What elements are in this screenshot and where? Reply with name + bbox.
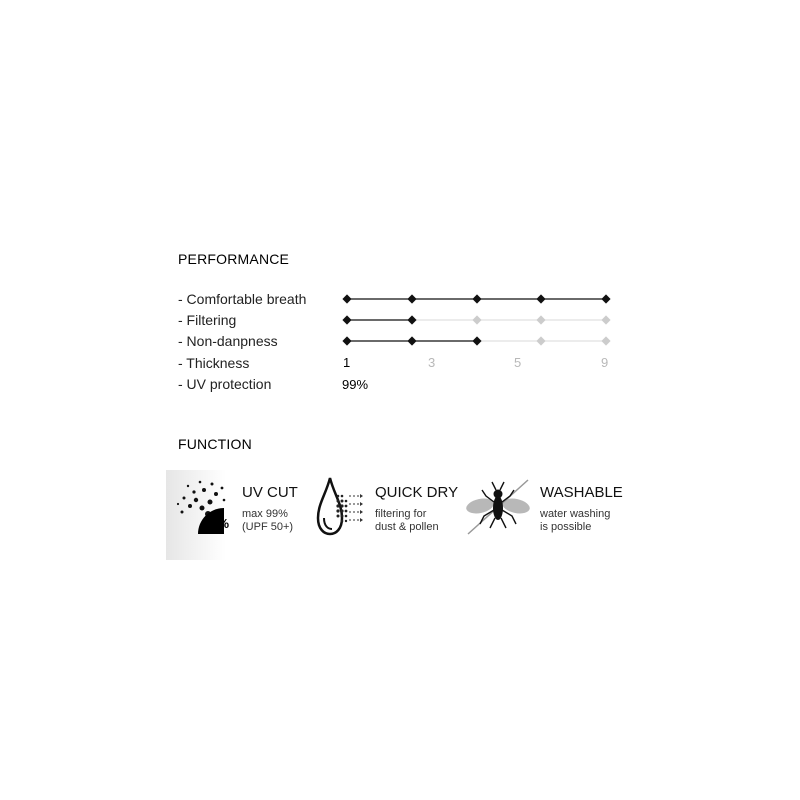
- rating-marker-empty: [472, 315, 481, 324]
- performance-title: PERFORMANCE: [178, 251, 290, 267]
- label-filtering: - Filtering: [178, 312, 237, 328]
- uv-cut-desc-2: (UPF 50+): [242, 521, 294, 533]
- rating-marker-filled: [407, 336, 416, 345]
- thickness-value-9: 9: [601, 355, 609, 370]
- fly-icon: [462, 476, 534, 538]
- quick-dry-title: QUICK DRY: [375, 484, 459, 501]
- rating-marker-filled: [472, 294, 481, 303]
- rating-marker-empty: [536, 315, 545, 324]
- rating-marker-filled: [536, 294, 545, 303]
- thickness-value-1: 1: [343, 355, 351, 370]
- washable-desc-2: is possible: [540, 521, 592, 533]
- rating-marker-empty: [601, 315, 610, 324]
- washable-desc-1: water washing: [540, 508, 611, 520]
- rating-marker-empty: [536, 336, 545, 345]
- rating-marker-filled: [407, 315, 416, 324]
- rating-marker-filled: [601, 294, 610, 303]
- rating-marker-filled: [342, 315, 351, 324]
- rating-marker-filled: [407, 294, 416, 303]
- uv-protection-value: 99%: [342, 377, 369, 392]
- label-comfortable-breath: - Comfortable breath: [178, 291, 307, 307]
- water-drop-icon: [314, 474, 364, 538]
- rating-marker-filled: [342, 294, 351, 303]
- rating-marker-filled: [472, 336, 481, 345]
- thickness-value-3: 3: [428, 355, 436, 370]
- rating-marker-empty: [601, 336, 610, 345]
- quick-dry-desc-1: filtering for: [375, 508, 427, 520]
- thickness-value-5: 5: [514, 355, 522, 370]
- uv-cut-desc-1: max 99%: [242, 508, 288, 520]
- label-thickness: - Thickness: [178, 355, 250, 371]
- washable-title: WASHABLE: [540, 484, 623, 501]
- quick-dry-desc-2: dust & pollen: [375, 521, 439, 533]
- uv-percent-text: 99%: [203, 516, 230, 531]
- label-non-danpness: - Non-danpness: [178, 333, 278, 349]
- function-title: FUNCTION: [178, 436, 252, 452]
- uv-cut-title: UV CUT: [242, 484, 298, 501]
- rating-marker-filled: [342, 336, 351, 345]
- label-uv-protection: - UV protection: [178, 376, 272, 392]
